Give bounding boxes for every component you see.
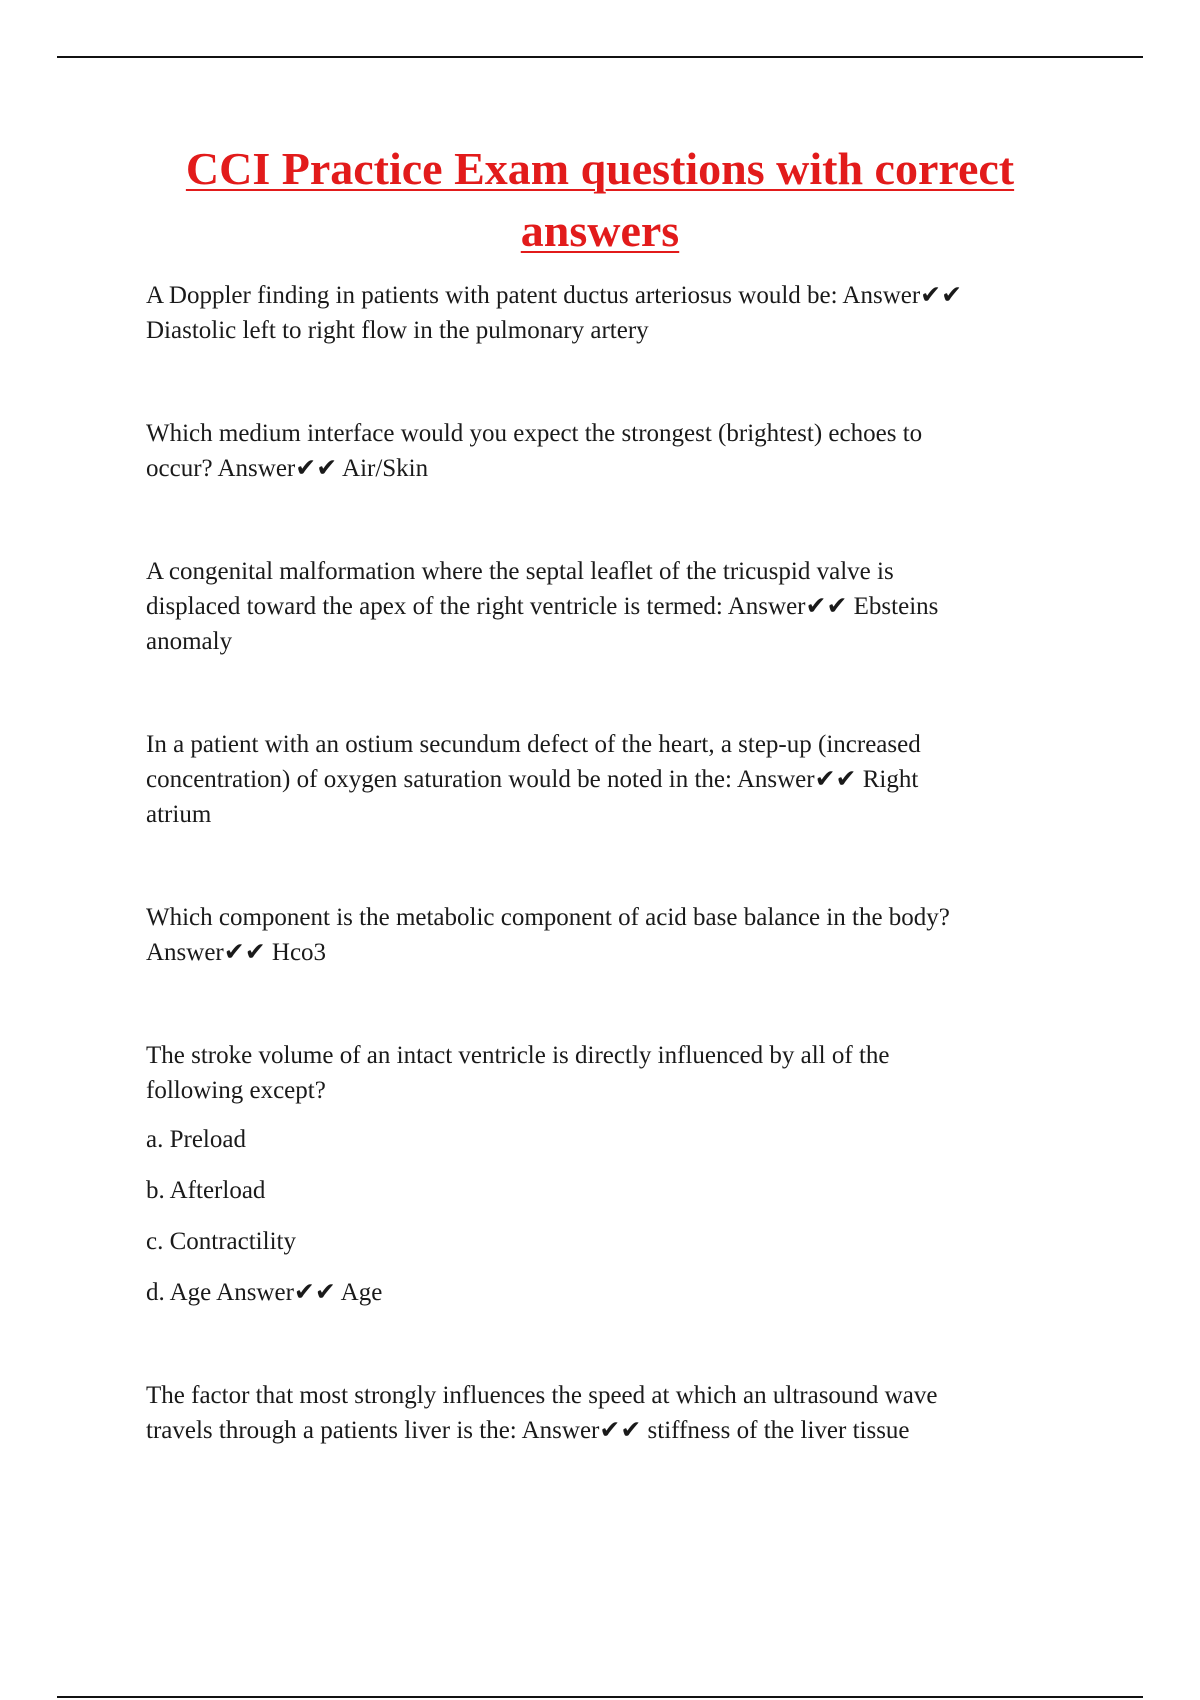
question-item (146, 278, 1091, 348)
page-title (120, 138, 1080, 262)
questions-list (146, 278, 1091, 1448)
question-item (146, 1378, 1091, 1448)
page-title-line-1: CCI Practice Exam questions with correct (185, 143, 1015, 194)
top-rule (57, 56, 1143, 58)
question-line: A congenital malformation where the septal leaflet of the tricuspid valve is (146, 558, 894, 585)
question-item (146, 727, 1091, 832)
question-line: occur? Answer✔✔ Air/Skin (146, 455, 429, 482)
question-item (146, 900, 1091, 970)
question-item (146, 554, 1091, 659)
question-line: Answer✔✔ Hco3 (146, 939, 327, 966)
answer-option: d. Age Answer✔✔ Age (146, 1279, 383, 1306)
bottom-rule (57, 1696, 1143, 1698)
question-line: The stroke volume of an intact ventricle is directly influenced by all of the (146, 1042, 890, 1069)
question-item (146, 1038, 1091, 1310)
question-line: Which medium interface would you expect the strongest (brightest) echoes to (146, 420, 923, 447)
question-line: In a patient with an ostium secundum defect of the heart, a step-up (increased (146, 731, 921, 758)
question-line: Which component is the metabolic component of acid base balance in the body? (146, 904, 950, 931)
answer-option: c. Contractility (146, 1228, 296, 1255)
answer-option: b. Afterload (146, 1177, 266, 1204)
question-item (146, 416, 1091, 486)
answer-options (146, 1122, 1091, 1310)
question-line: Diastolic left to right flow in the pulmonary artery (146, 317, 649, 344)
answer-option: a. Preload (146, 1126, 246, 1153)
question-line: anomaly (146, 628, 233, 655)
question-line: atrium (146, 801, 212, 828)
question-line: concentration) of oxygen saturation would be noted in the: Answer✔✔ Right (146, 766, 919, 793)
question-line: travels through a patients liver is the: Answer✔✔ stiffness of the liver tissue (146, 1417, 910, 1444)
question-line: The factor that most strongly influences the speed at which an ultrasound wave (146, 1382, 938, 1409)
page-title-line-2: answers (520, 205, 680, 256)
question-line: displaced toward the apex of the right ventricle is termed: Answer✔✔ Ebsteins (146, 593, 939, 620)
question-line: A Doppler finding in patients with patent ductus arteriosus would be: Answer✔✔ (146, 282, 963, 309)
question-line: following except? (146, 1077, 326, 1104)
